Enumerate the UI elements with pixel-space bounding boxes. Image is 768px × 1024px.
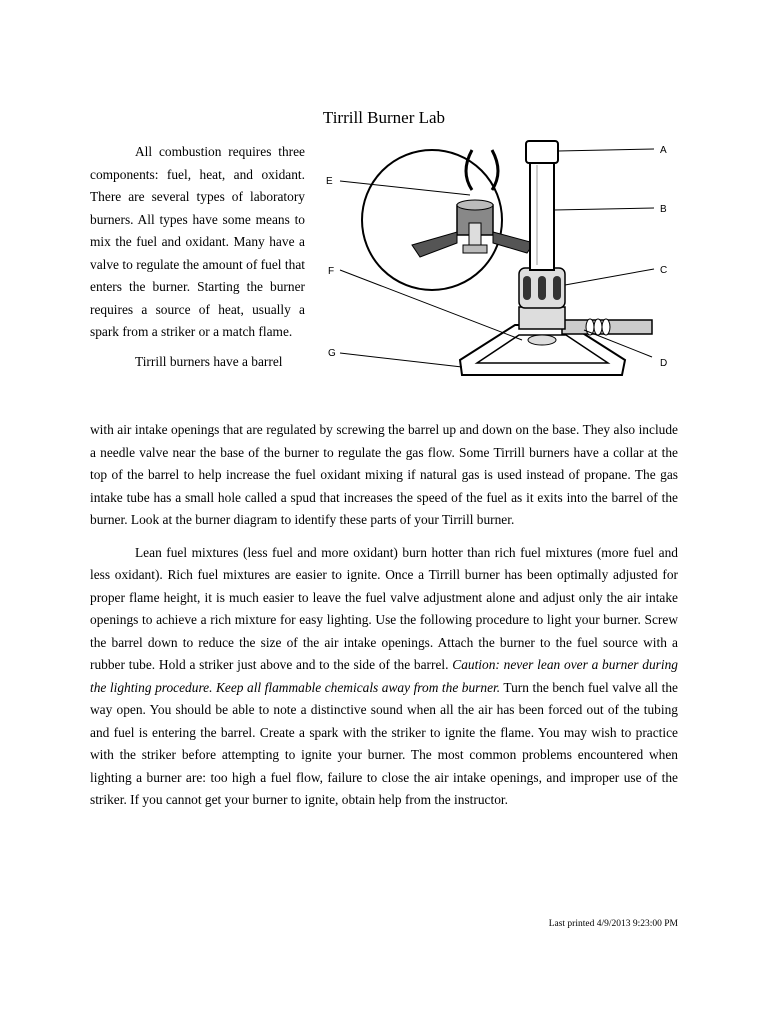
label-d: D [660, 358, 668, 369]
intro-paragraph: All combustion requires three components: fuel, heat, and oxidant. There are several types of laboratory burners. All types have some means to mix the fuel and oxidant. Many have a valve to regulate the amount of fuel that enters the burner. Starting the burner requires a source of heat, usually a spark from a striker or a match flame. [90, 144, 305, 339]
label-f: F [328, 266, 335, 277]
last-printed-footer: Last printed 4/9/2013 9:23:00 PM [548, 919, 678, 929]
paragraph-3-part-b: Turn the bench fuel valve all the way open. You should be able to note a distinctive sound when all the air has been forced out of the tubing and fuel is entering the barrel. Create a spark with the striker to ignite the flame. You may wish to practice with the striker before attempting to ignite your burner. The most common problems encountered when lighting a burner are: too high a fuel flow, failure to close the air intake openings, and improper use of the striker. If you cannot get your burner to ignite, obtain help from the instructor. [90, 679, 678, 807]
paragraph-2-rest: with air intake openings that are regulated by screwing the barrel up and down on the base. They also include a needle valve near the base of the burner to regulate the gas flow. Some Tirrill burners have a collar at the top of the barrel to help increase the fuel oxidant mixing if natural gas is used instead of propane. The gas intake tube has a small hole called a spud that increases the speed of the fuel as it exits into the barrel of the burner. Look at the burner diagram to identify these parts of your Tirrill burner. [90, 422, 678, 527]
inset-detail [362, 150, 534, 290]
page-title: Tirrill Burner Lab [322, 108, 446, 127]
label-a: A [660, 145, 667, 156]
paragraph-3 [90, 542, 678, 812]
paragraph-2-start: Tirrill burners have a barrel [135, 353, 283, 369]
body-text [90, 419, 678, 812]
label-c: C [660, 265, 668, 276]
label-e: E [326, 176, 333, 187]
burner-diagram [322, 135, 682, 390]
label-g: G [328, 348, 336, 359]
caution-text: Caution: never lean over a burner during the lighting procedure. Keep all flammable chemicals away from the burner. [90, 657, 678, 695]
label-b: B [660, 204, 667, 215]
paragraph-3-part-a: Lean fuel mixtures (less fuel and more oxidant) burn hotter than rich fuel mixtures (more fuel and less oxidant). Rich fuel mixtures are easier to ignite. Once a Tirrill burner has been optimally adjusted for proper flame height, it is much easier to leave the fuel valve adjustment alone and adjust only the air intake openings to achieve a rich mixture for easy lighting. Use the following procedure to light your burner. Screw the barrel down to reduce the size of the air intake openings. Attach the burner to the fuel source with a rubber tube. Hold a striker just above and to the side of the barrel. [90, 544, 678, 672]
intro-column [90, 141, 305, 373]
